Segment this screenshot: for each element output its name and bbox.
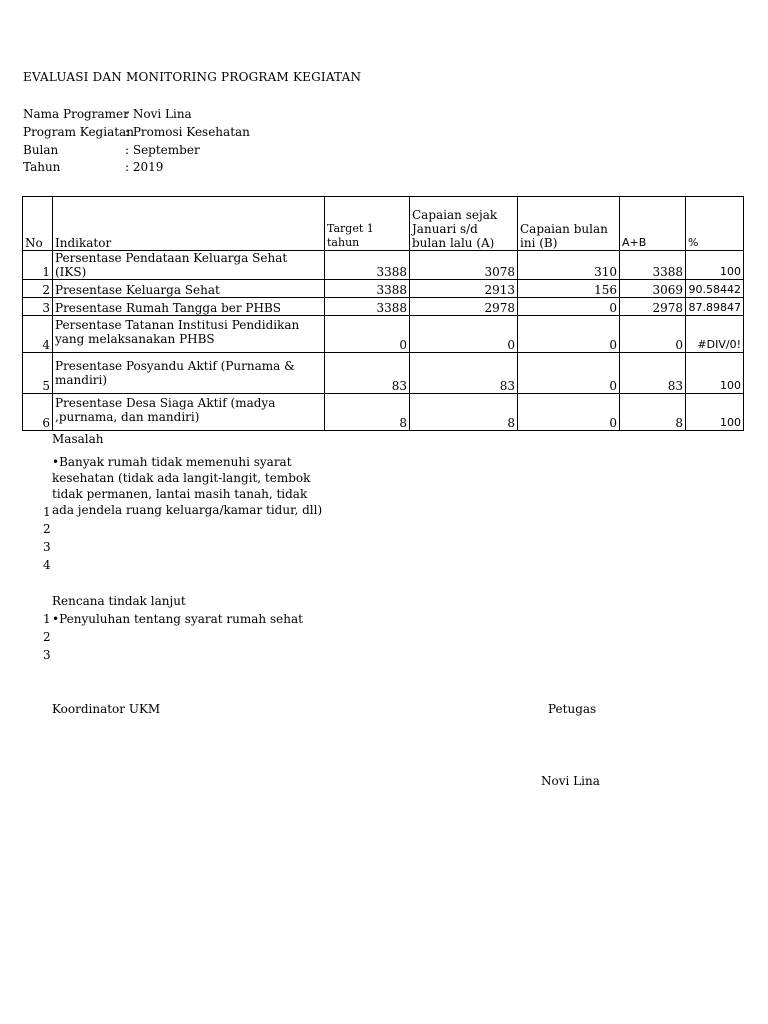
header-indikator: Indikator — [53, 197, 325, 251]
cell-capaian-b: 0 — [518, 298, 620, 316]
cell-percent: #DIV/0! — [686, 316, 744, 353]
meta-label-programer: Nama Programer — [23, 107, 129, 121]
cell-capaian-a: 2978 — [410, 298, 518, 316]
table-row — [23, 251, 744, 280]
table-row — [23, 316, 744, 353]
cell-indikator: Presentase Desa Siaga Aktif (madya ,purnama, dan mandiri) — [53, 394, 325, 431]
rencana-number-3: 3 — [43, 648, 51, 662]
cell-a-plus-b: 3069 — [620, 280, 686, 298]
meta-value-tahun: : 2019 — [125, 160, 164, 174]
indicator-table — [22, 196, 744, 431]
cell-percent: 90.58442 — [686, 280, 744, 298]
cell-percent: 87.89847 — [686, 298, 744, 316]
meta-label-tahun: Tahun — [23, 160, 61, 174]
masalah-number-4: 4 — [43, 558, 51, 572]
cell-capaian-a: 0 — [410, 316, 518, 353]
header-no: No — [23, 197, 53, 251]
header-a-plus-b: A+B — [620, 197, 686, 251]
cell-capaian-a: 2913 — [410, 280, 518, 298]
masalah-number-1: 1 — [43, 505, 51, 519]
cell-capaian-a: 3078 — [410, 251, 518, 280]
cell-no: 2 — [23, 280, 53, 298]
cell-percent: 100 — [686, 251, 744, 280]
signature-right-name: Novi Lina — [541, 774, 600, 788]
cell-no: 6 — [23, 394, 53, 431]
meta-label-bulan: Bulan — [23, 143, 59, 157]
cell-capaian-b: 310 — [518, 251, 620, 280]
cell-percent: 100 — [686, 353, 744, 394]
masalah-number-2: 2 — [43, 522, 51, 536]
cell-target: 83 — [325, 353, 410, 394]
cell-target: 8 — [325, 394, 410, 431]
document-title: EVALUASI DAN MONITORING PROGRAM KEGIATAN — [23, 70, 362, 84]
rencana-number-1: 1 — [43, 612, 51, 626]
masalah-item-1-text: •Banyak rumah tidak memenuhi syarat kesehatan (tidak ada langit-langit, tembok tidak permanen, lantai masih tanah, tidak ada jendela ruang keluarga/kamar tidur, dll) — [52, 455, 323, 517]
cell-target: 0 — [325, 316, 410, 353]
cell-a-plus-b: 3388 — [620, 251, 686, 280]
cell-capaian-b: 156 — [518, 280, 620, 298]
cell-no: 3 — [23, 298, 53, 316]
cell-target: 3388 — [325, 280, 410, 298]
cell-indikator: Persentase Pendataan Keluarga Sehat (IKS) — [53, 251, 325, 280]
table-row — [23, 280, 744, 298]
header-percent: % — [686, 197, 744, 251]
cell-a-plus-b: 83 — [620, 353, 686, 394]
meta-value-program: : Promosi Kesehatan — [125, 125, 250, 139]
cell-capaian-a: 8 — [410, 394, 518, 431]
cell-a-plus-b: 8 — [620, 394, 686, 431]
table-row — [23, 394, 744, 431]
rencana-heading: Rencana tindak lanjut — [52, 594, 186, 608]
header-capaian-b: Capaian bulan ini (B) — [518, 197, 620, 251]
cell-indikator: Presentase Keluarga Sehat — [53, 280, 325, 298]
header-target: Target 1 tahun — [325, 197, 410, 251]
meta-value-bulan: : September — [125, 143, 200, 157]
cell-indikator: Presentase Posyandu Aktif (Purnama & mandiri) — [53, 353, 325, 394]
cell-indikator: Presentase Rumah Tangga ber PHBS — [53, 298, 325, 316]
rencana-item-1-text: •Penyuluhan tentang syarat rumah sehat — [52, 612, 303, 626]
table-row — [23, 298, 744, 316]
signature-right-title: Petugas — [548, 702, 597, 716]
cell-a-plus-b: 2978 — [620, 298, 686, 316]
cell-capaian-a: 83 — [410, 353, 518, 394]
cell-no: 1 — [23, 251, 53, 280]
meta-label-program: Program Kegiatan — [23, 125, 134, 139]
cell-no: 5 — [23, 353, 53, 394]
cell-a-plus-b: 0 — [620, 316, 686, 353]
table-row — [23, 353, 744, 394]
masalah-heading: Masalah — [52, 432, 104, 446]
cell-capaian-b: 0 — [518, 394, 620, 431]
cell-percent: 100 — [686, 394, 744, 431]
cell-no: 4 — [23, 316, 53, 353]
cell-capaian-b: 0 — [518, 353, 620, 394]
cell-target: 3388 — [325, 298, 410, 316]
signature-left-title: Koordinator UKM — [52, 702, 161, 716]
header-capaian-a: Capaian sejak Januari s/d bulan lalu (A) — [410, 197, 518, 251]
cell-capaian-b: 0 — [518, 316, 620, 353]
masalah-number-3: 3 — [43, 540, 51, 554]
cell-target: 3388 — [325, 251, 410, 280]
table-header-row — [23, 197, 744, 251]
cell-indikator: Persentase Tatanan Institusi Pendidikan yang melaksanakan PHBS — [53, 316, 325, 353]
meta-value-programer: : Novi Lina — [125, 107, 192, 121]
rencana-number-2: 2 — [43, 630, 51, 644]
